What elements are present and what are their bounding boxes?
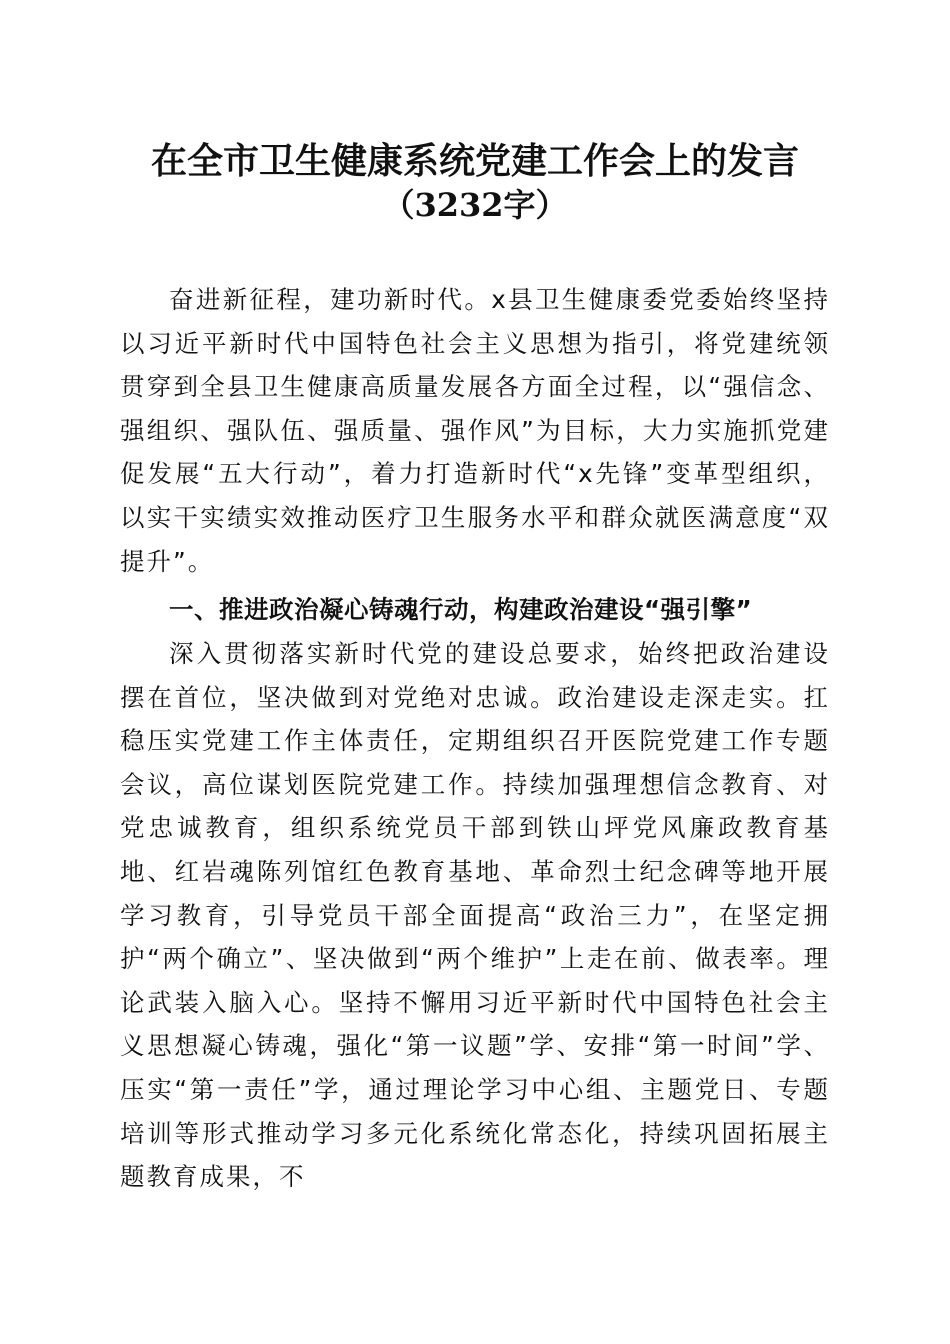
document-subtitle: （3232字） bbox=[382, 186, 568, 224]
intro-paragraph: 奋进新征程，建功新时代。x县卫生健康委党委始终坚持以习近平新时代中国特色社会主义思想为指引，将党建统领贯穿到全县卫生健康高质量发展各方面全过程，以“强信念、强组织、强队伍、强质量、强作风”为目标，大力实施抓党建促发展“五大行动”，着力打造新时代“x先锋”变革型组织，以实干实绩实效推动医疗卫生服务水平和群众就医满意度“双提升”。 bbox=[120, 285, 830, 576]
section-paragraph: 深入贯彻落实新时代党的建设总要求，始终把政治建设摆在首位，坚决做到对党绝对忠诚。政治建设走深走实。扛稳压实党建工作主体责任，定期组织召开医院党建工作专题会议，高位谋划医院党建工作。持续加强理想信念教育、对党忠诚教育，组织系统党员干部到铁山坪党风廉政教育基地、红岩魂陈列馆红色教育基地、革命烈士纪念碑等地开展学习教育，引导党员干部全面提高“政治三力”，在坚定拥护“两个确立”、坚决做到“两个维护”上走在前、做表率。理论武装入脑入心。坚持不懈用习近平新时代中国特色社会主义思想凝心铸魂，强化“第一议题”学、安排“第一时间”学、压实“第一责任”学，通过理论学习中心组、主题党日、专题培训等形式推动学习多元化系统化常态化，持续巩固拓展主题教育成果，不 bbox=[120, 639, 830, 1192]
document-title: 在全市卫生健康系统党建工作会上的发言 bbox=[150, 140, 799, 182]
section-heading: 一、推进政治凝心铸魂行动，构建政治建设“强引擎” bbox=[169, 595, 753, 624]
